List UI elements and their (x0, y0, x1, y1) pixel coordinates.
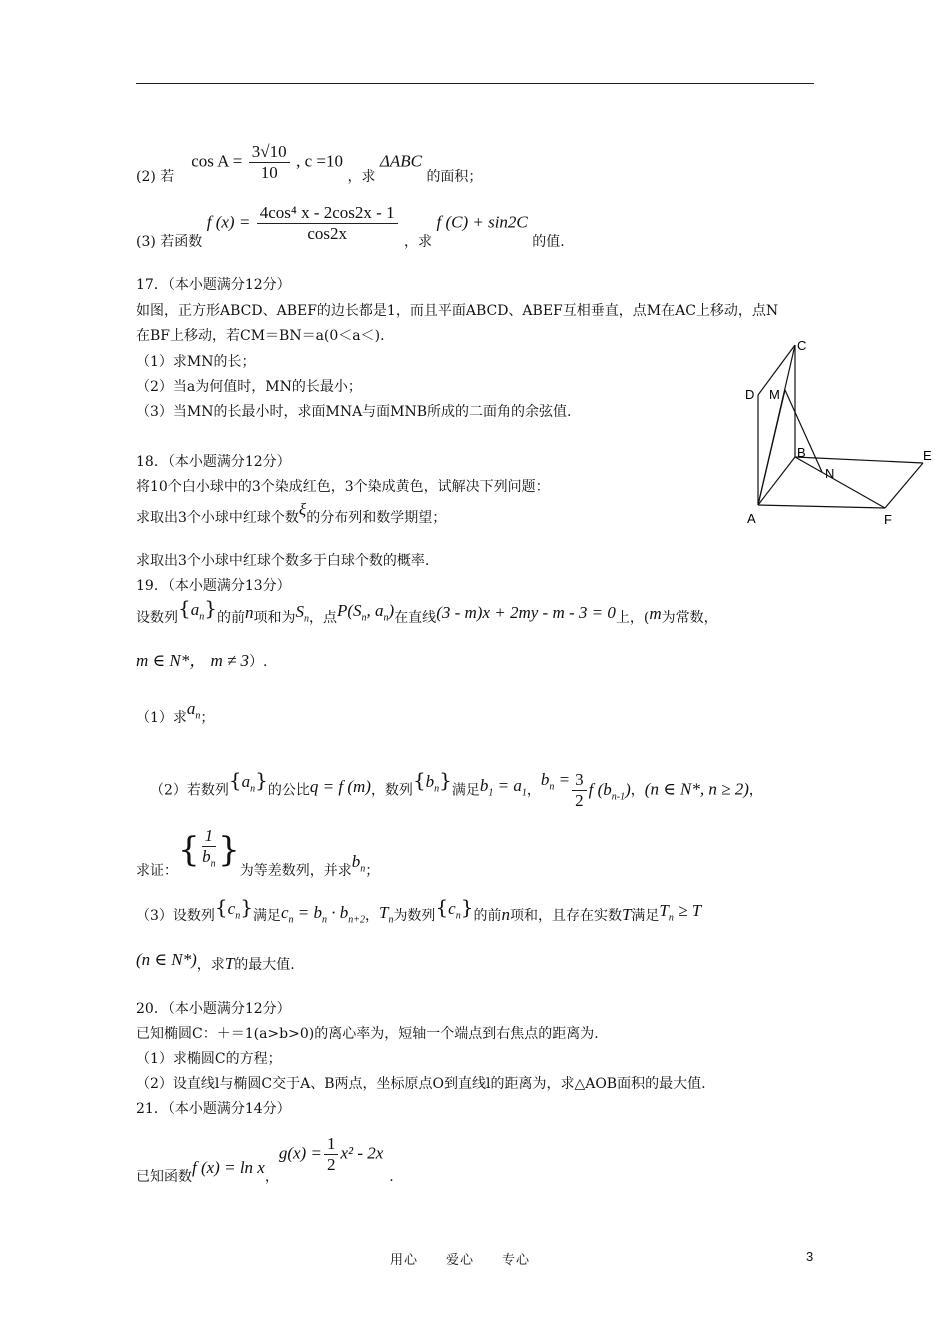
q19-ineq-t: T (659, 901, 669, 920)
q21-frac-den: 2 (326, 1155, 336, 1174)
q17-item2: （2）当a为何值时，MN的长最小； (136, 379, 362, 395)
q19-proof-a: 求证： (136, 863, 178, 880)
q19-s2-frac (572, 770, 587, 811)
q16-p3-expr: f (C) + sin2C (436, 212, 528, 232)
q19-s3-cn: $c_n = b_n \cdot b_{n+2}$ (280, 903, 365, 926)
q19-s2-seq-b: $\{b_n\}$ (412, 767, 452, 794)
page-number: 3 (806, 1249, 814, 1264)
q16-p3-label: (3) 若函数 (136, 233, 203, 250)
q19-s3-last: (n ∈ N*) (136, 950, 197, 969)
footer-motto: 用心 爱心 专心 (390, 1253, 531, 1268)
q19-s2-b: 的公比 (267, 782, 310, 799)
q19-s3-g: 满足 (631, 908, 660, 924)
q19-s3-last-c: 的最大值. (234, 957, 295, 973)
q19-sub1 (136, 699, 215, 733)
q19-l1-c: 项和为 (253, 610, 296, 626)
q19-frac-num: 3 (572, 770, 587, 791)
q19-proof-seq: { $\frac{1}{b_n}$ } (178, 826, 240, 871)
edge-EF (885, 463, 923, 508)
q19-s2-d: 满足 (451, 782, 480, 799)
q19-s3-tn: $T_n$ (378, 903, 394, 926)
label-D: D (745, 387, 755, 402)
q16-p2-numerator: 3√10 (249, 142, 290, 163)
label-E: E (923, 448, 932, 463)
q16-p2-c: , c =10 (296, 151, 343, 171)
q19-s3-t: T (621, 905, 632, 924)
q21-fx: f (x) = ln x (192, 1157, 265, 1177)
q19-cn-eq: = b (297, 903, 322, 922)
q16-p3-fx: f (x) = (206, 212, 251, 232)
q16-p2-label: (2) 若 (136, 168, 175, 185)
q17-item3: （3）当MN的长最小时，求面MNA与面MNB所成的二面角的余弦值. (136, 404, 572, 420)
q16-p2-fraction (249, 142, 290, 183)
q18-line2-b: 的分布列和数学期望； (306, 510, 447, 526)
q19-s3-b: 满足 (252, 908, 281, 924)
label-F: F (884, 512, 892, 527)
q19-s3-last-b: ，求 (196, 957, 225, 973)
q19-proof (136, 826, 380, 880)
q19-s1-an-letter: a (186, 699, 196, 718)
q21-header: 21．（本小题满分14分） (136, 1101, 291, 1117)
q16-part3 (136, 203, 565, 250)
q19-l1-e: 在直线 (394, 610, 437, 626)
q17-item1: （1）求MN的长； (136, 354, 256, 370)
q21-line-a: 已知函数 (136, 1168, 192, 1185)
q19-proof-den: b (202, 847, 211, 866)
q19-b1-letter: b (479, 775, 489, 795)
q21-frac (324, 1134, 339, 1175)
q19-s2-e: ， (526, 782, 541, 799)
q19-point-p: $P(S_n$, $a_n$) (336, 601, 395, 624)
q16-p3-fraction (257, 203, 398, 244)
q16-p3-text: ，求 (404, 233, 433, 250)
q19-s2-seq-a: $\{a_n\}$ (228, 767, 268, 794)
q18-line1: 将10个白小球中的3个染成红色，3个染成黄色，试解决下列问题： (136, 479, 550, 495)
q19-b1-eq: = a (497, 775, 522, 795)
q19-l1-f: 上，( (615, 610, 650, 626)
q18-xi: ξ (298, 500, 307, 519)
q19-s2-q: q = f (m) (309, 776, 371, 796)
q19-l2-cond: m ∈ N*， m ≠ 3 (136, 651, 250, 670)
q19-s3-last-t: T (224, 954, 235, 973)
q21-comma: ， (264, 1168, 279, 1185)
q21-end: . (389, 1168, 394, 1185)
q19-line-eq: (3 - m)x + 2my - m - 3 = 0 (436, 603, 616, 622)
q19-frac-den: 2 (575, 791, 584, 810)
q19-p-a: P(S (336, 601, 362, 620)
q19-an: a (190, 600, 200, 619)
q19-proof-bn-letter: b (351, 852, 361, 872)
q19-proof-c: ； (365, 863, 380, 880)
q19-sn-letter: S (295, 602, 304, 621)
q18-line3: 求取出3个小球中红球个数多于白球个数的概率. (136, 553, 430, 569)
q17-line1: 如图，正方形ABCD、ABEF的边长都是1，而且平面ABCD、ABEF互相垂直，点M在AC上移动，点N (136, 303, 779, 319)
q16-p3-end: 的值. (532, 233, 565, 250)
q16-p2-cos: cos A = (191, 151, 243, 171)
q19-bn-letter: b (540, 769, 550, 789)
q19-tn-letter: T (378, 903, 389, 922)
q18-header: 18．（本小题满分12分） (136, 454, 291, 470)
q19-s2-cond: (n ∈ N*, n ≥ 2) (644, 779, 749, 799)
q18-line2 (136, 500, 447, 527)
q19-line1 (136, 596, 718, 633)
q19-sub3-line2 (136, 950, 295, 974)
q21-line (136, 1134, 394, 1185)
q19-l2-end: ）. (249, 654, 268, 670)
q19-s3-ineq: $T_n \ge T$ (659, 901, 702, 924)
q19-p-b: , a (366, 601, 384, 620)
q19-s2-f: f $(b_{n-1})$ (588, 779, 631, 802)
q19-s2-g: ， (630, 782, 645, 799)
q17-header: 17．（本小题满分12分） (136, 277, 291, 293)
label-A: A (747, 511, 756, 526)
q19-f-a: f (b (588, 779, 612, 799)
q19-s2-c: ，数列 (370, 782, 413, 799)
q19-p-c: ) (388, 601, 395, 620)
q16-p2-end: 的面积； (426, 168, 483, 185)
q19-sub3 (136, 895, 702, 931)
q20-item2: （2）设直线l与椭圆C交于A、B两点，坐标原点O到直线l的距离为，求△AOB面积的最大值. (136, 1076, 706, 1092)
q19-cn-letter: c (280, 903, 289, 922)
q19-s2-bn: $b_n$ = (540, 769, 571, 792)
q19-line2 (136, 652, 268, 671)
q16-p3-denominator: cos2x (307, 224, 347, 243)
edge-AF (758, 505, 885, 508)
q16-p3-numerator: 4cos⁴ x - 2cos2x - 1 (257, 203, 398, 224)
q19-s1-end: ； (200, 710, 215, 726)
q19-s3-a: （3）设数列 (136, 908, 215, 924)
q19-s3-n: n (501, 905, 510, 924)
q19-f-b: ) (625, 779, 631, 799)
q19-s1-an: $a_n$ (186, 699, 201, 722)
q19-l1-g: 为常数， (661, 610, 718, 626)
q19-ineq-rest: ≥ T (678, 901, 702, 920)
q21-gx: g(x) = (278, 1143, 322, 1163)
q19-l1-b: 的前 (216, 610, 245, 626)
q19-l1-m: m (649, 604, 662, 623)
q16-part2 (136, 142, 482, 183)
q19-s3-seq-c: $\{c_n\}$ (214, 895, 253, 922)
q19-cn-dot: · b (331, 903, 349, 922)
cube-figure (735, 335, 940, 530)
label-N: N (825, 466, 835, 481)
q19-s3-c: ， (364, 908, 379, 924)
label-M: M (769, 387, 780, 402)
q19-s2-h: ， (748, 782, 763, 799)
q16-p2-denominator: 10 (260, 163, 278, 182)
q19-l1-n: n (244, 603, 254, 622)
label-C: C (797, 338, 807, 353)
q20-header: 20．（本小题满分12分） (136, 1001, 291, 1017)
q19-l1-a: 设数列 (136, 610, 178, 626)
q20-item1: （1）求椭圆C的方程； (136, 1051, 282, 1067)
q19-s2-b1: $b_1 = a_1$ (479, 775, 527, 798)
q19-s2-a: （2）若数列 (150, 782, 229, 799)
q18-line2-a: 求取出3个小球中红球个数 (136, 510, 299, 526)
q19-seq-an: $\{a_n\}$ (178, 596, 217, 623)
q16-p2-triangle: ΔABC (379, 151, 422, 171)
q19-proof-bn: $b_n$ (351, 852, 366, 875)
q19-s3-d: 为数列 (393, 908, 436, 924)
q20-line1: 已知椭圆C：＋＝1(a>b>0)的离心率为，短轴一个端点到右焦点的距离为. (136, 1026, 599, 1042)
header-rule (136, 83, 814, 84)
q19-sub2 (150, 767, 763, 811)
q19-header: 19．（本小题满分13分） (136, 578, 291, 594)
label-B: B (797, 445, 806, 460)
q19-l1-d: ，点 (308, 610, 337, 626)
edge-BE (795, 457, 923, 463)
q19-s3-f: 项和，且存在实数 (509, 908, 622, 924)
q19-proof-num: 1 (202, 826, 217, 847)
q16-p2-text: ，求 (347, 168, 376, 185)
q21-frac-num: 1 (324, 1134, 339, 1155)
q17-line2: 在BF上移动，若CM＝BN＝a(0＜a＜). (136, 328, 385, 344)
q19-s1-a: （1）求 (136, 710, 187, 726)
q19-s3-e: 的前 (473, 908, 502, 924)
q19-sn: $S_n$ (295, 602, 309, 625)
q21-gx-rest: x² - 2x (340, 1143, 384, 1163)
edge-BF (795, 457, 885, 508)
q19-proof-b: 为等差数列，并求 (239, 863, 352, 880)
q19-s3-seq-c2: $\{c_n\}$ (435, 895, 474, 922)
